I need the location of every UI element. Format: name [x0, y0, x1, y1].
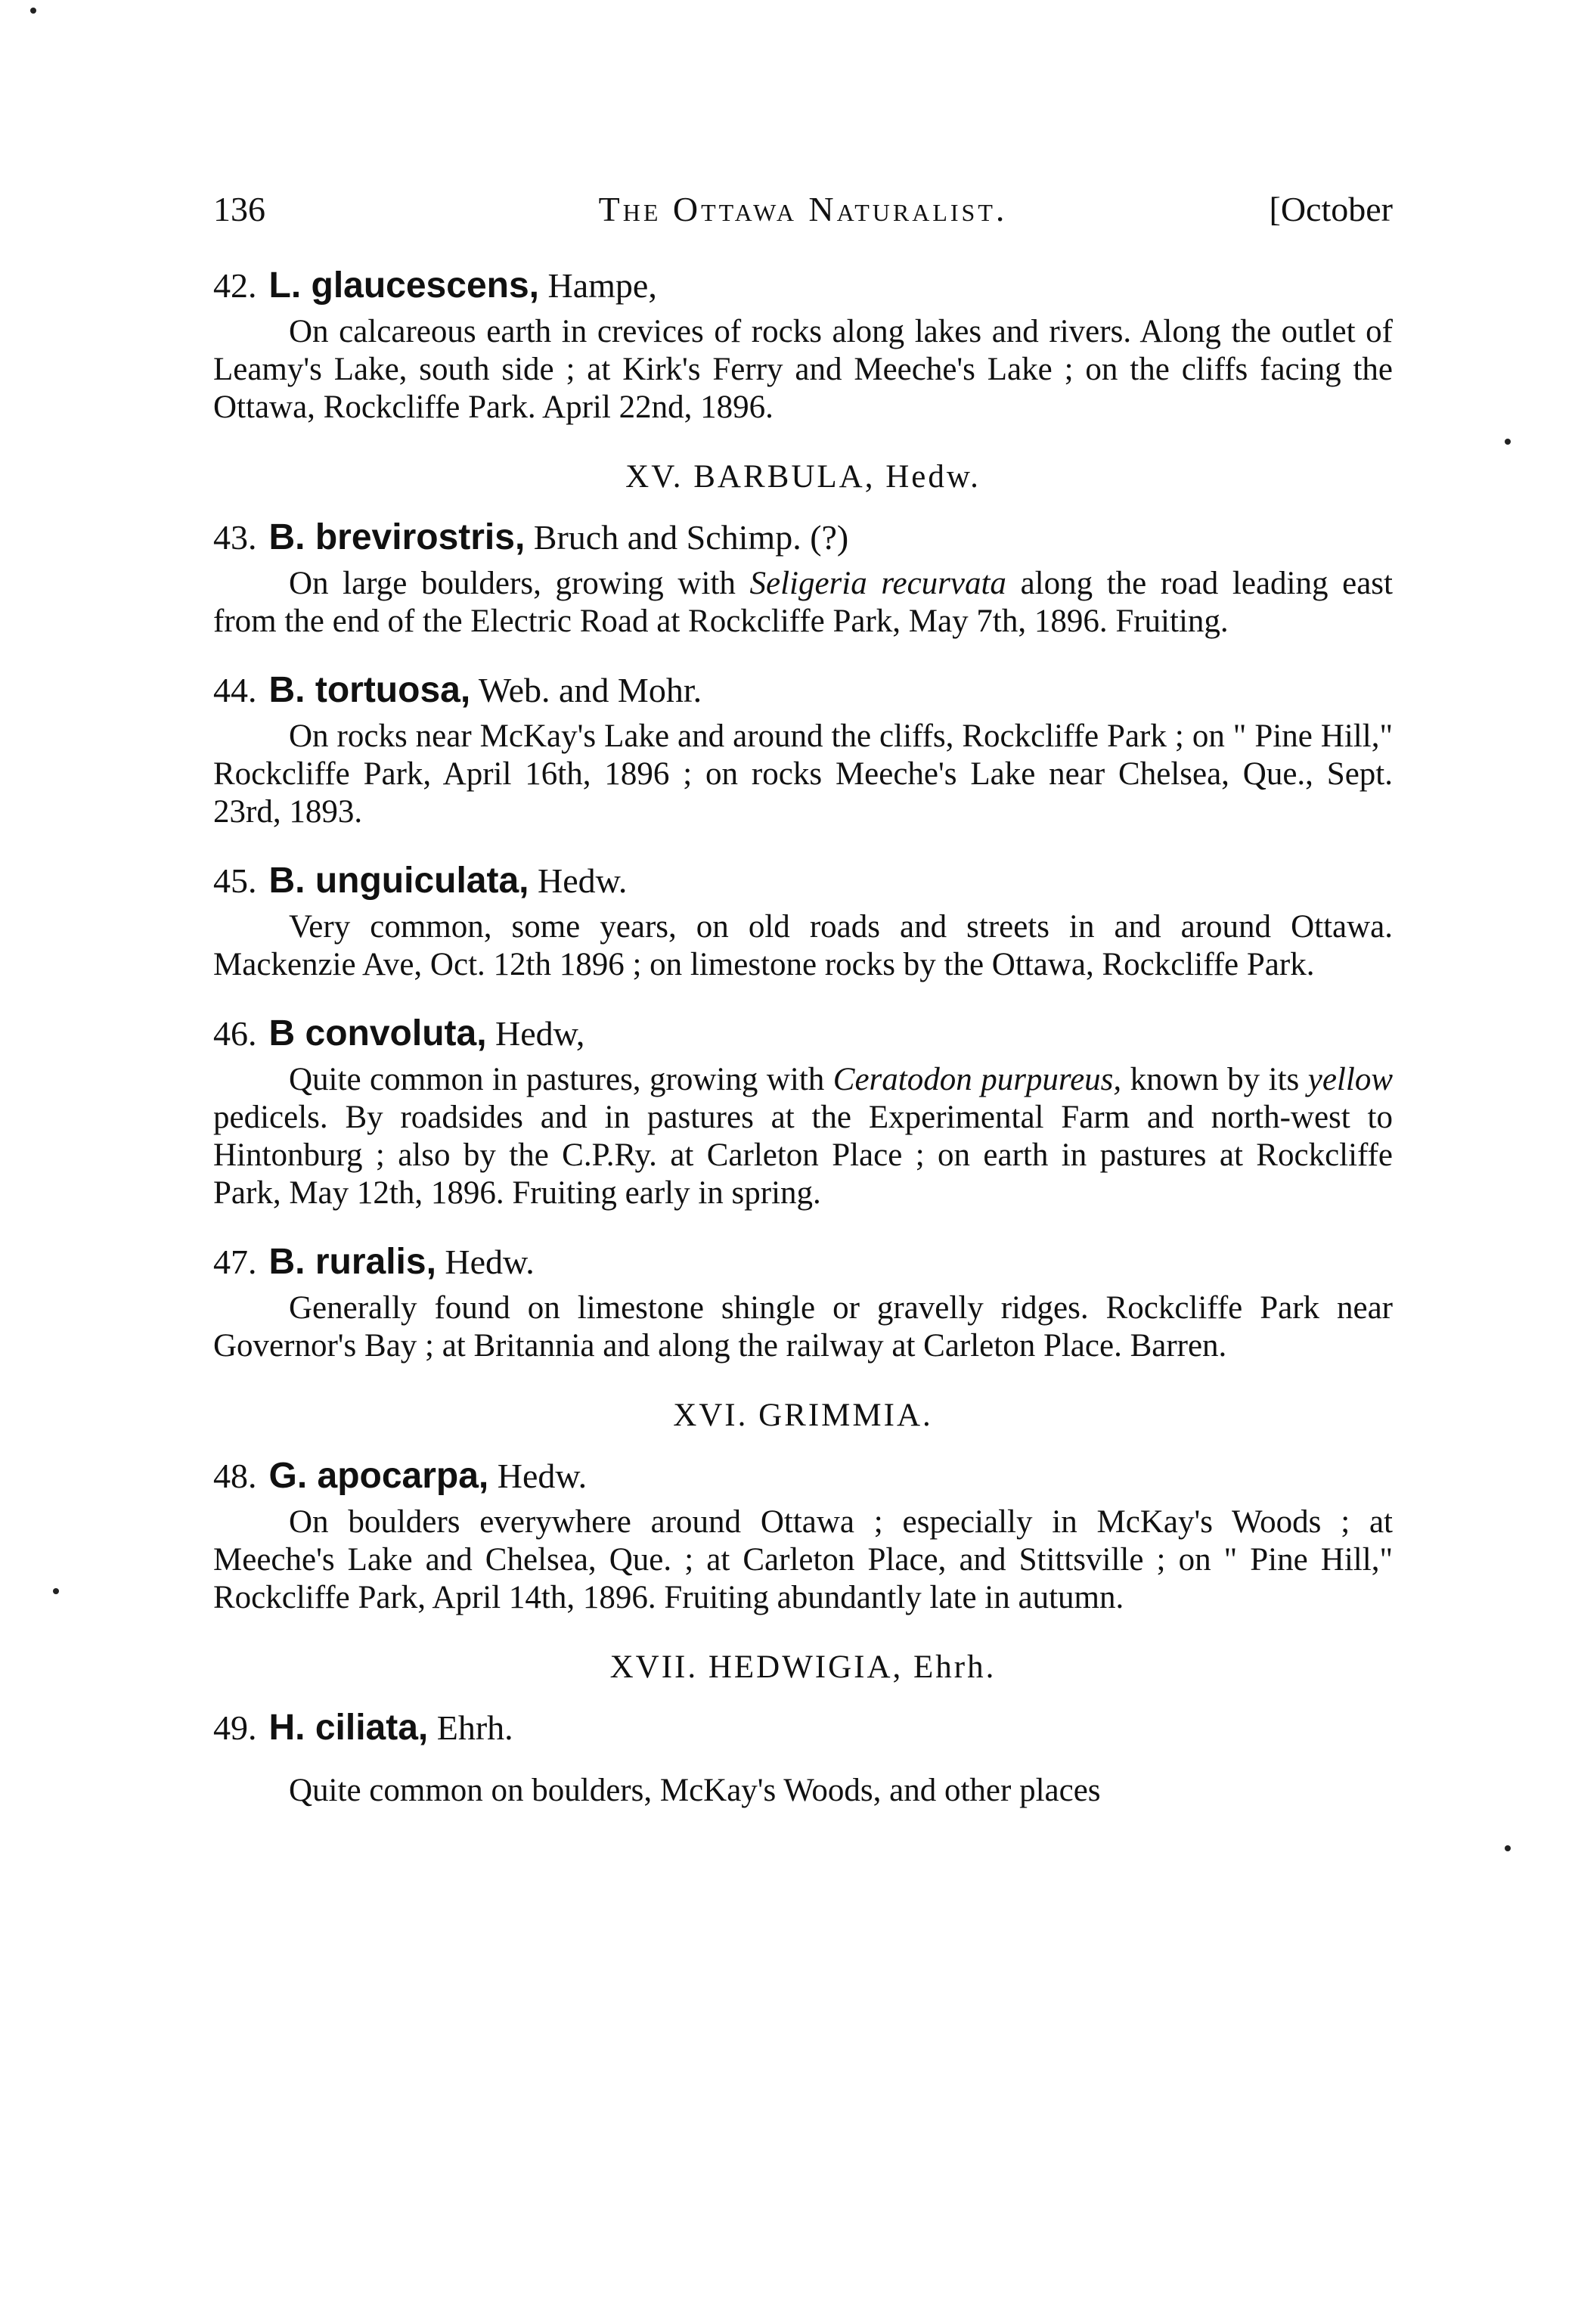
species-name: L. glaucescens,	[268, 265, 539, 306]
species-authority: Hedw.	[497, 1457, 588, 1495]
species-authority: Web. and Mohr.	[478, 671, 702, 709]
entry-text: On calcareous earth in crevices of rocks along lakes and rivers. Along the outlet of Leamy's Lake, south side ; at Kirk's Ferry and Meeche's Lake ; on the cliffs facing the Ottawa, Rockcliffe Park. April 22nd, 1896.	[213, 314, 1393, 425]
entry-text: Very common, some years, on old roads and streets in and around Ottawa. Mackenzie Ave, Oct. 12th 1896 ; on limestone rocks by the Ottawa, Rockcliffe Park.	[213, 909, 1393, 982]
entry-heading	[213, 1455, 1393, 1497]
scan-speck	[53, 1588, 59, 1594]
species-entry	[213, 1707, 1393, 1810]
entry-heading	[213, 1241, 1393, 1283]
species-name: B convoluta,	[268, 1013, 487, 1053]
species-authority: Bruch and Schimp. (?)	[533, 518, 849, 557]
entry-text-part: On large boulders, growing with	[289, 566, 750, 601]
species-authority: Hedw.	[445, 1243, 535, 1281]
entry-text-part: Quite common in pastures, growing with	[289, 1062, 833, 1097]
running-header	[213, 189, 1393, 250]
entry-text: On rocks near McKay's Lake and around the cliffs, Rockcliffe Park ; on " Pine Hill," Rockcliffe Park, April 16th, 1896 ; on rocks Meeche's Lake near Chelsea, Que., Sept. 23rd, 1893.	[213, 718, 1393, 830]
entry-number: 47.	[213, 1243, 257, 1281]
species-entry	[213, 860, 1393, 984]
entry-text	[213, 565, 1393, 641]
entry-heading	[213, 1707, 1393, 1749]
scan-speck	[1505, 439, 1511, 445]
entry-text-part: along the road leading east from the end of the Electric Road at Rockcliffe Park, May 7th, 1896. Fruiting.	[213, 566, 1393, 639]
entry-heading	[213, 265, 1393, 307]
entry-heading	[213, 860, 1393, 902]
species-authority: Hampe,	[547, 266, 657, 305]
species-name: B. ruralis,	[268, 1242, 436, 1282]
species-authority: Hedw,	[495, 1014, 585, 1053]
genus-heading: XV. BARBULA, Hedw.	[625, 459, 981, 495]
entry-number: 48.	[213, 1457, 257, 1495]
page-number: 136	[213, 190, 265, 228]
species-name: B. brevirostris,	[268, 517, 526, 557]
species-entry	[213, 1013, 1393, 1212]
entry-number: 49.	[213, 1708, 257, 1747]
species-entry	[213, 265, 1393, 427]
scan-speck	[1505, 1845, 1511, 1851]
species-entry	[213, 669, 1393, 831]
scan-speck	[30, 8, 36, 14]
species-name: B. unguiculata,	[268, 861, 529, 901]
entry-text-part: pedicels. By roadsides and in pastures at the Experimental Farm and north-west to Hintonburg ; also by the C.P.Ry. at Carleton Place ; on earth in pastures at Rockcliffe Park, May 12th, 1896. Fruiting early in spring.	[213, 1100, 1393, 1211]
species-name: B. tortuosa,	[268, 670, 471, 710]
entry-text	[213, 1061, 1393, 1212]
entry-number: 44.	[213, 671, 257, 709]
entry-heading	[213, 1013, 1393, 1055]
entry-number: 45.	[213, 861, 257, 900]
species-name: G. apocarpa,	[268, 1456, 489, 1496]
entry-text: Generally found on limestone shingle or gravelly ridges. Rockcliffe Park near Governor's Bay ; at Britannia and along the railway at Carleton Place. Barren.	[213, 1290, 1393, 1364]
species-entry	[213, 1455, 1393, 1617]
issue-month: [October	[1269, 190, 1393, 228]
entry-number: 42.	[213, 266, 257, 305]
entry-number: 46.	[213, 1014, 257, 1053]
emphasis-word: yellow	[1307, 1062, 1393, 1097]
species-name: H. ciliata,	[268, 1708, 429, 1748]
genus-heading: XVII. HEDWIGIA, Ehrh.	[609, 1649, 997, 1685]
entry-number: 43.	[213, 518, 257, 557]
entry-text: Quite common on boulders, McKay's Woods, and other places	[289, 1773, 1101, 1808]
journal-title: The Ottawa Naturalist.	[598, 190, 1008, 228]
species-entry	[213, 1241, 1393, 1365]
species-authority: Ehrh.	[436, 1708, 513, 1747]
entry-text-part: known by its	[1121, 1062, 1308, 1097]
species-entry	[213, 517, 1393, 641]
associated-species: Ceratodon purpureus,	[832, 1062, 1122, 1097]
entry-heading	[213, 669, 1393, 712]
associated-species: Seligeria recurvata	[749, 566, 1006, 601]
genus-heading: XVI. GRIMMIA.	[673, 1398, 933, 1433]
page	[213, 189, 1393, 1810]
entry-heading	[213, 517, 1393, 559]
species-authority: Hedw.	[538, 861, 628, 900]
entry-text: On boulders everywhere around Ottawa ; especially in McKay's Woods ; at Meeche's Lake and Chelsea, Que. ; at Carleton Place, and Stittsville ; on " Pine Hill," Rockcliffe Park, April 14th, 1896. Fruiting abundantly late in autumn.	[213, 1504, 1393, 1615]
